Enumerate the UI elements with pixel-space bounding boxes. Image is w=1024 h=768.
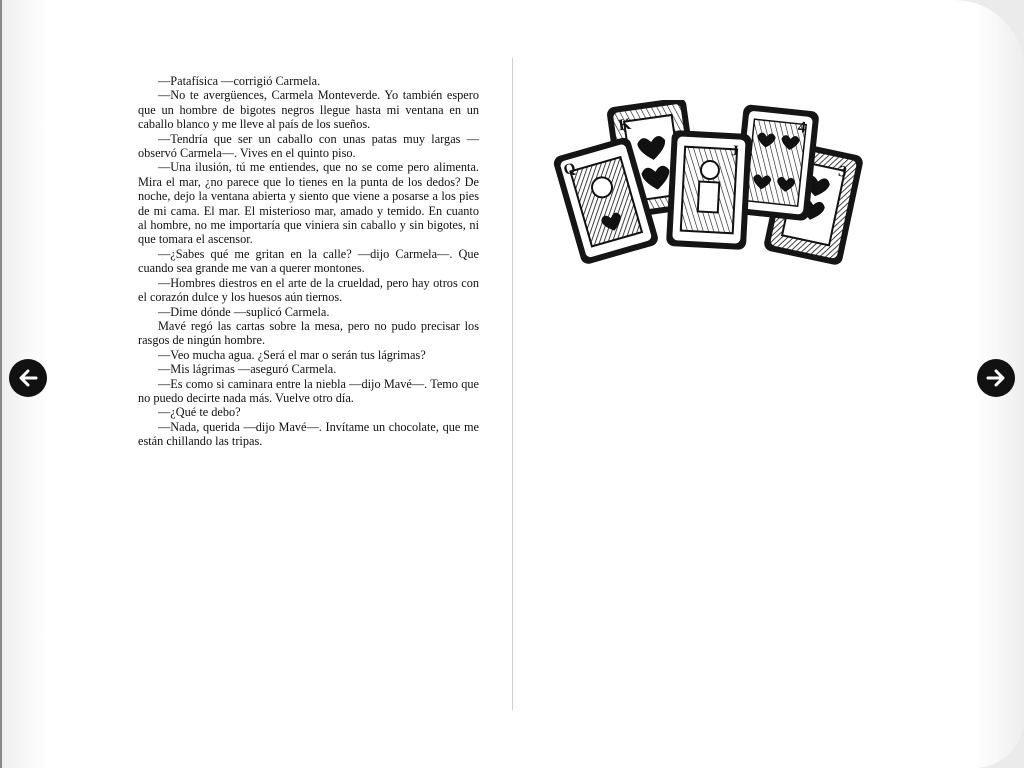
page-gutter: [512, 58, 513, 710]
card-rank: Q: [561, 160, 578, 179]
paragraph: —Patafísica —corrigió Carmela.: [158, 74, 321, 88]
paragraph: —Tendría que ser un caballo con unas patas muy largas —observó Carmela—. Vives en el quinto piso.: [138, 131, 479, 161]
previous-page-button[interactable]: [9, 359, 47, 397]
paragraph: —Nada, querida —dijo Mavé—. Invítame un chocolate, que me están chillando las tripas.: [138, 419, 479, 449]
left-page: [138, 74, 479, 449]
playing-cards-illustration: [548, 100, 886, 282]
paragraph: —¿Qué te debo?: [158, 405, 241, 420]
paragraph: —Es como si caminara entre la niebla —dijo Mavé—. Temo que no puedo decirte nada más. Vuelve otro día.: [138, 376, 479, 405]
card-rank: 3: [836, 162, 849, 182]
paragraph: —Una ilusión, tú me entiendes, que no se come pero alimenta. Mira el mar, ¿no parece que lo tienes en la punta de los dedos? De noche, dejo la ventana abierta y siento que viene a posarse a los pies de mi cama. El mar. El misterioso mar, amado y temido. En cuanto al hombre, no me importaría que viniera sin caballo y sin bigotes, ni que tomara el ascensor.: [138, 160, 479, 247]
paragraph: —Veo mucha agua. ¿Será el mar o serán tus lágrimas?: [158, 347, 426, 362]
card-rank: K: [617, 115, 633, 135]
window-left-edge: [0, 0, 2, 768]
arrow-right-icon: [985, 367, 1007, 389]
paragraph: —Hombres diestros en el arte de la crueldad, pero hay otros con el corazón dulce y los huesos aún tiernos.: [138, 275, 479, 305]
arrow-left-icon: [17, 367, 39, 389]
paragraph: —¿Sabes qué me gritan en la calle? —dijo Carmela—. Que cuando sea grande me van a querer montones.: [138, 246, 479, 276]
paragraph: —Dime dónde —suplicó Carmela.: [158, 304, 330, 319]
next-page-button[interactable]: [977, 359, 1015, 397]
paragraph: —No te avergüences, Carmela Monteverde. Yo también espero que un hombre de bigotes negros llegue hasta mi ventana en un caballo blanco y me lleve al país de los sueños.: [138, 88, 479, 132]
card-rank: J: [730, 143, 739, 160]
card-rank: 4: [796, 118, 807, 137]
paragraph: Mavé regó las cartas sobre la mesa, pero no pudo precisar los rasgos de ningún hombre.: [138, 318, 479, 348]
paragraph: —Mis lágrimas —aseguró Carmela.: [158, 362, 337, 377]
card-jack: [666, 130, 752, 250]
